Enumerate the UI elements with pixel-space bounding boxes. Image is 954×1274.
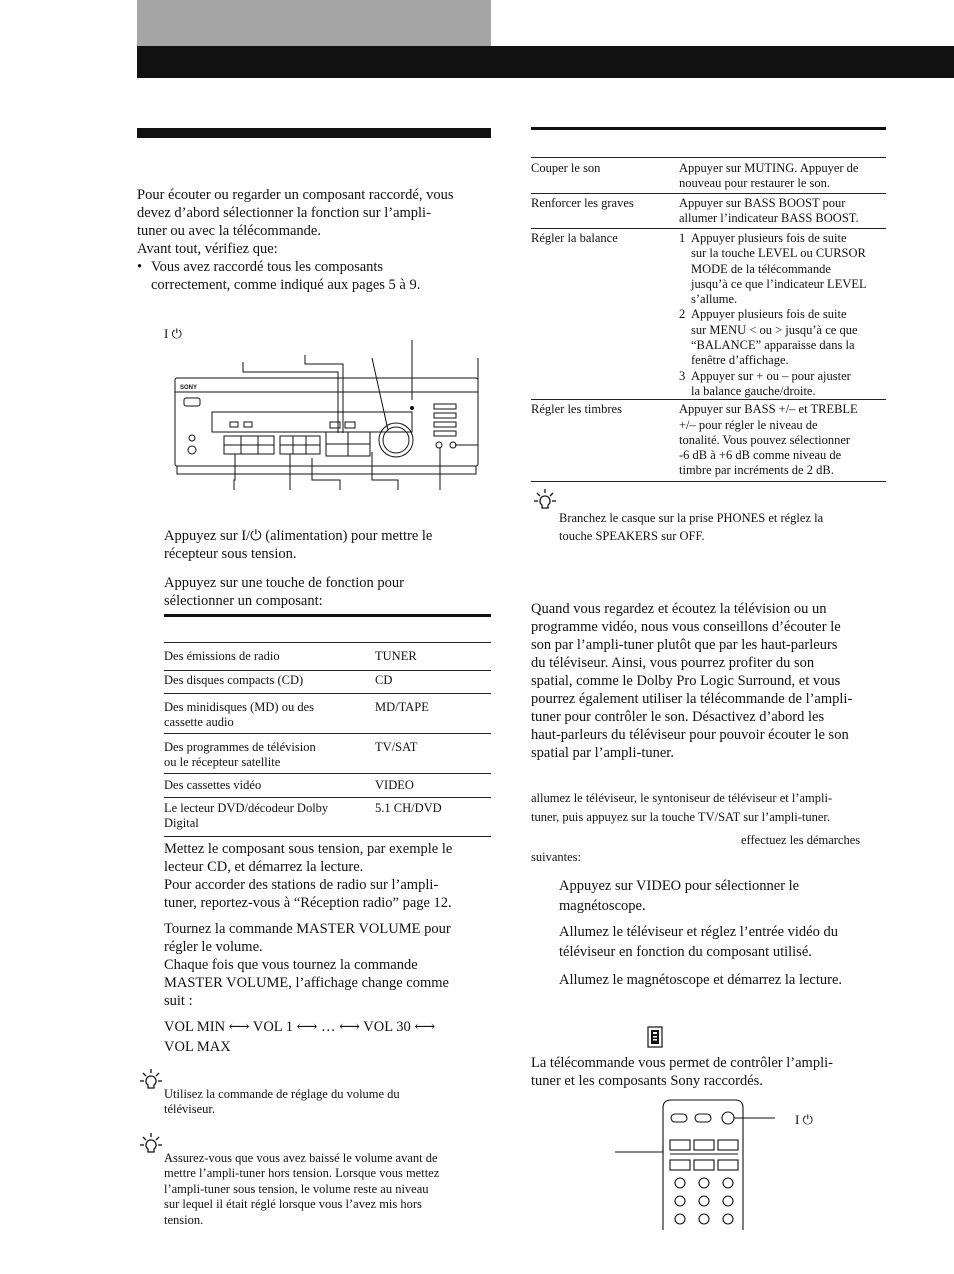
cell-text: tonalité. Vous pouvez sélectionner xyxy=(679,432,851,447)
volume-sequence: VOL MIN ⟷ VOL 1 ⟷ … ⟷ VOL 30 ⟷ xyxy=(164,1019,436,1035)
tv-note xyxy=(531,789,911,827)
vcr-note-line: suivantes: xyxy=(531,850,581,864)
tv-section-paragraph xyxy=(531,600,901,762)
vcr-step-line: Allumez le téléviseur et réglez l’entrée vidéo du xyxy=(559,924,838,940)
table-row xyxy=(164,734,491,774)
list-item xyxy=(679,231,886,307)
remote-line: tuner et les composants Sony raccordés. xyxy=(531,1073,763,1089)
step-2-line: sélectionner un composant: xyxy=(164,593,323,609)
step-4-line: MASTER VOLUME, l’affichage change comme xyxy=(164,975,449,991)
tv-line: programme vidéo, nous vous conseillons d’écouter le xyxy=(531,619,841,635)
table-cell xyxy=(164,643,375,671)
cell-text: Digital xyxy=(164,816,199,830)
vcr-step-1 xyxy=(559,876,899,916)
cell-text: 5.1 CH/DVD xyxy=(375,801,442,815)
function-table-rule xyxy=(164,614,491,617)
tip-2 xyxy=(164,1151,494,1228)
step-2-line: Appuyez sur une touche de fonction pour xyxy=(164,575,404,591)
cell-text: VIDEO xyxy=(375,778,414,792)
tip-2-line: l’ampli-tuner sous tension, le volume reste au niveau xyxy=(164,1181,429,1196)
step-3-line: Mettez le composant sous tension, par exemple le xyxy=(164,841,453,857)
cell-text: Régler la balance xyxy=(531,231,618,245)
remote-line: La télécommande vous permet de contrôler l’ampli- xyxy=(531,1055,833,1071)
remote-power-label: I ⏻ xyxy=(795,1112,813,1127)
tv-line: tuner pour contrôler le son. Désactivez d’abord les xyxy=(531,709,825,725)
cell-text: la balance gauche/droite. xyxy=(691,383,816,398)
intro-line: Avant tout, vérifiez que: xyxy=(137,241,278,257)
header-black-bar xyxy=(137,46,954,78)
cell-text: Renforcer les graves xyxy=(531,196,634,210)
tv-line: spatial, comme le Dolby Pro Logic Surround, et vous xyxy=(531,673,841,689)
step-4 xyxy=(164,920,494,1010)
cell-text: Appuyer plusieurs fois de suite xyxy=(691,231,847,245)
table-cell xyxy=(531,194,679,229)
table-cell xyxy=(375,774,491,798)
step-2 xyxy=(164,574,494,610)
tv-line: haut-parleurs du téléviseur pour pouvoir écouter le son xyxy=(531,727,849,743)
power-label: I ⏻ xyxy=(164,326,182,341)
intro-line: devez d’abord sélectionner la fonction sur l’ampli- xyxy=(137,205,431,221)
table-row xyxy=(531,229,886,400)
intro-line: Pour écouter ou regarder un composant raccordé, vous xyxy=(137,187,454,203)
cell-text: Régler les timbres xyxy=(531,402,622,417)
table-cell xyxy=(164,734,375,774)
table-cell xyxy=(679,400,886,482)
cell-text: sur la touche LEVEL ou CURSOR xyxy=(691,246,866,261)
intro-bullet xyxy=(137,258,497,294)
table-cell xyxy=(375,643,491,671)
cell-text: timbre par incréments de 2 dB. xyxy=(679,463,834,478)
cell-text: Des minidisques (MD) ou des xyxy=(164,700,314,714)
table-cell xyxy=(375,694,491,734)
step-1-line: récepteur sous tension. xyxy=(164,546,297,562)
cell-text: MODE de la télécommande xyxy=(691,261,831,276)
cell-text: cassette audio xyxy=(164,715,234,729)
table-row xyxy=(164,694,491,734)
table-cell xyxy=(679,194,886,229)
table-row xyxy=(531,158,886,194)
remote-diagram xyxy=(615,1096,775,1230)
step-1-line: Appuyez sur I/⏻ (alimentation) pour mettre le xyxy=(164,528,433,544)
tip-2-line: tension. xyxy=(164,1212,204,1227)
tv-line: son par l’ampli-tuner plutôt que par les haut-parleurs xyxy=(531,637,838,653)
step-1 xyxy=(164,527,494,563)
step-4-line: suit : xyxy=(164,993,193,1009)
tv-line: Quand vous regardez et écoutez la télévision ou un xyxy=(531,601,827,617)
step-number: 3 xyxy=(679,368,686,383)
table-row xyxy=(164,774,491,798)
cell-text: s’allume. xyxy=(691,292,738,307)
cell-text: Des disques compacts (CD) xyxy=(164,673,304,687)
balance-steps xyxy=(679,231,886,399)
table-cell xyxy=(164,694,375,734)
cell-text: Appuyer sur MUTING. Appuyer de xyxy=(679,161,859,175)
cell-text: Des programmes de télévision xyxy=(164,740,316,754)
section-rule-right xyxy=(531,127,886,130)
cell-text: sur MENU < ou > jusqu’à ce que xyxy=(691,322,858,337)
table-cell xyxy=(375,734,491,774)
cell-text: +/– pour régler le niveau de xyxy=(679,417,818,432)
vcr-step-line: téléviseur en fonction du composant utilisé. xyxy=(559,944,812,960)
cell-text: Appuyer plusieurs fois de suite xyxy=(691,307,847,322)
cell-text: -6 dB à +6 dB comme niveau de xyxy=(679,448,842,463)
list-item xyxy=(679,369,886,400)
cell-text: Des émissions de radio xyxy=(164,649,280,663)
cell-text: jusqu’à ce que l’indicateur LEVEL xyxy=(691,276,867,291)
section-rule-left xyxy=(137,128,491,138)
header-gray-tab xyxy=(137,0,491,46)
cell-text: MD/TAPE xyxy=(375,700,429,714)
receiver-diagram xyxy=(150,340,490,500)
volume-sequence: VOL MAX xyxy=(164,1039,231,1055)
operations-table xyxy=(531,157,886,482)
table-cell xyxy=(164,774,375,798)
cell-text: ou le récepteur satellite xyxy=(164,755,281,769)
table-row xyxy=(164,798,491,837)
brand-logo: SONY xyxy=(180,385,198,391)
table-cell xyxy=(375,671,491,694)
table-cell xyxy=(679,229,886,400)
tip-2-line: sur lequel il était réglé lorsque vous l’avez mis hors xyxy=(164,1197,422,1212)
table-row xyxy=(164,671,491,694)
tv-note-line: allumez le téléviseur, le syntoniseur de téléviseur et l’ampli- xyxy=(531,791,833,805)
cell-text: “BALANCE” apparaisse dans la xyxy=(691,338,855,353)
power-indicator xyxy=(410,406,414,410)
cell-text: fenêtre d’affichage. xyxy=(691,353,789,368)
tip-1 xyxy=(164,1087,494,1118)
tip-icon xyxy=(534,488,556,512)
cell-text: Appuyer sur BASS BOOST pour xyxy=(679,196,846,210)
cell-text: TV/SAT xyxy=(375,740,418,754)
tip-2-line: Assurez-vous que vous avez baissé le volume avant de xyxy=(164,1151,438,1165)
vcr-step-line: Appuyez sur VIDEO pour sélectionner le xyxy=(559,878,800,894)
list-item xyxy=(679,307,886,368)
intro-bullet-line: • Vous avez raccordé tous les composants xyxy=(151,259,384,275)
table-cell xyxy=(164,798,375,837)
table-cell xyxy=(531,400,679,482)
vcr-step-2 xyxy=(559,922,899,962)
tip-3-line: touche SPEAKERS sur OFF. xyxy=(559,529,705,543)
step-4-line: Chaque fois que vous tournez la commande xyxy=(164,957,418,973)
tip-3-line: Branchez le casque sur la prise PHONES et réglez la xyxy=(559,511,824,525)
cell-text: TUNER xyxy=(375,649,417,663)
table-cell xyxy=(531,158,679,194)
tip-1-line: téléviseur. xyxy=(164,1102,216,1117)
step-number: 2 xyxy=(679,307,686,322)
tip-icon xyxy=(140,1068,162,1092)
table-cell xyxy=(164,671,375,694)
step-3 xyxy=(164,840,494,912)
step-3-line: tuner, reportez-vous à “Réception radio” page 12. xyxy=(164,895,452,911)
cell-text: allumer l’indicateur BASS BOOST. xyxy=(679,211,859,226)
cell-text: Appuyer sur + ou – pour ajuster xyxy=(691,368,851,383)
cell-text: CD xyxy=(375,673,393,687)
table-row xyxy=(531,400,886,482)
vcr-step-line: magnétoscope. xyxy=(559,898,646,914)
intro-paragraph xyxy=(137,186,497,294)
vcr-step-3 xyxy=(559,970,899,990)
table-cell xyxy=(531,229,679,400)
tip-2-line: mettre l’ampli-tuner hors tension. Lorsque vous mettez xyxy=(164,1166,440,1181)
tip-3 xyxy=(559,509,899,545)
tv-line: pourrez également utiliser la télécommande de l’ampli- xyxy=(531,691,853,707)
tv-line: spatial par l’ampli-tuner. xyxy=(531,745,674,761)
step-4-line: Tournez la commande MASTER VOLUME pour xyxy=(164,921,451,937)
vcr-step-line: Allumez le magnétoscope et démarrez la lecture. xyxy=(559,972,843,988)
intro-bullet-line: correctement, comme indiqué aux pages 5 à 9. xyxy=(151,277,421,293)
intro-line: tuner ou avec la télécommande. xyxy=(137,223,321,239)
function-table xyxy=(164,642,491,837)
cell-text: Des cassettes vidéo xyxy=(164,778,262,792)
tip-1-line: Utilisez la commande de réglage du volume du xyxy=(164,1087,400,1101)
cell-text: Le lecteur DVD/décodeur Dolby xyxy=(164,801,329,815)
tip-icon xyxy=(140,1132,162,1156)
vcr-note-line: effectuez les démarches xyxy=(741,833,861,847)
table-cell xyxy=(375,798,491,837)
step-number: 1 xyxy=(679,231,686,245)
cell-text: Appuyer sur BASS +/– et TREBLE xyxy=(679,402,858,417)
tv-line: du téléviseur. Ainsi, vous pourrez profiter du son xyxy=(531,655,815,671)
table-row xyxy=(164,643,491,671)
step-3-line: lecteur CD, et démarrez la lecture. xyxy=(164,859,364,875)
table-cell xyxy=(679,158,886,194)
remote-control-icon xyxy=(647,1026,663,1048)
remote-section-paragraph xyxy=(531,1054,901,1090)
step-3-line: Pour accorder des stations de radio sur l’ampli- xyxy=(164,877,439,893)
cell-text: Couper le son xyxy=(531,161,601,175)
cell-text: nouveau pour restaurer le son. xyxy=(679,176,830,191)
step-4-line: régler le volume. xyxy=(164,939,263,955)
table-row xyxy=(531,194,886,229)
tv-note-line: tuner, puis appuyez sur la touche TV/SAT sur l’ampli-tuner. xyxy=(531,810,830,824)
